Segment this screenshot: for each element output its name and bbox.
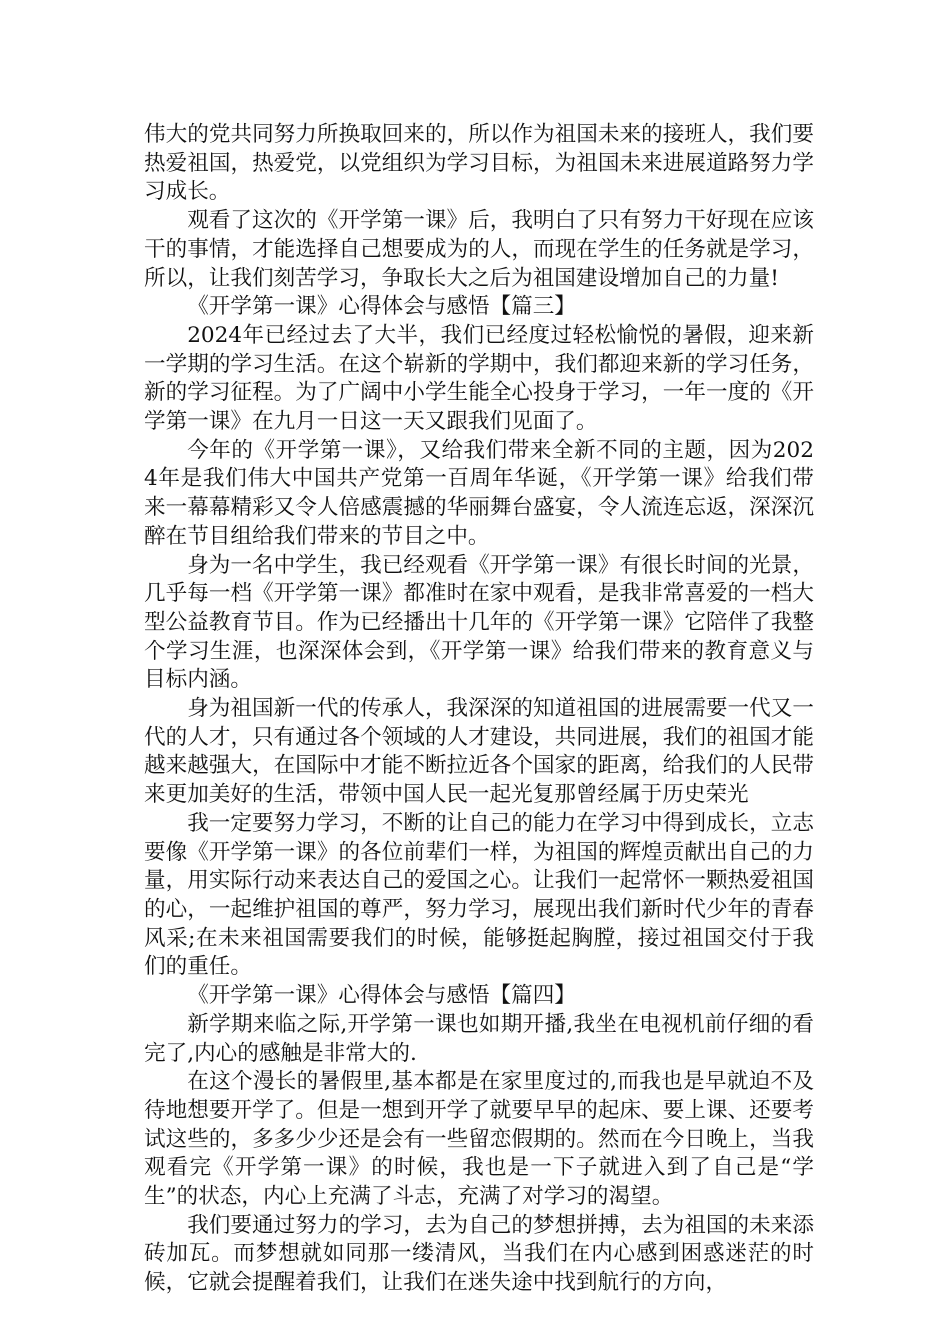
paragraph: 我们要通过努力的学习，去为自己的梦想拼搏，去为祖国的未来添砖加瓦。而梦想就如同那一缕清风，当我们在内心感到困惑迷茫的时候，它就会提醒着我们，让我们在迷失途中找到航行的方向， [144,1212,814,1296]
section-heading-part-three: 《开学第一课》心得体会与感悟【篇三】 [187,294,576,320]
paragraph: 观看了这次的《开学第一课》后，我明白了只有努力干好现在应该干的事情，才能选择自己想要成为的人，而现在学生的任务就是学习，所以，让我们刻苦学习，争取长大之后为祖国建设增加自己的力量! [144,208,814,291]
paragraph: 2024年已经过去了大半，我们已经度过轻松愉悦的暑假，迎来新一学期的学习生活。在这个崭新的学期中，我们都迎来新的学习任务，新的学习征程。为了广阔中小学生能全心投身于学习，一年一度的《开学第一课》在九月一日这一天又跟我们见面了。 [144,322,814,435]
paragraph: 身为一名中学生，我已经观看《开学第一课》有很长时间的光景，几乎每一档《开学第一课》都准时在家中观看，是我非常喜爱的一档大型公益教育节目。作为已经播出十几年的《开学第一课》它陪伴了我整个学习生涯，也深深体会到，《开学第一课》给我们带来的教育意义与目标内涵。 [144,552,814,693]
section-heading-part-four: 《开学第一课》心得体会与感悟【篇四】 [187,983,576,1009]
paragraph-continued: 伟大的党共同努力所换取回来的，所以作为祖国未来的接班人，我们要热爱祖国，热爱党，以党组织为学习目标，为祖国未来进展道路努力学习成长。 [144,122,814,205]
paragraph: 今年的《开学第一课》，又给我们带来全新不同的主题，因为2024年是我们伟大中国共产党第一百周年华诞，《开学第一课》给我们带来一幕幕精彩又令人倍感震撼的华丽舞台盛宴，令人流连忘返，深深沉醉在节目组给我们带来的节目之中。 [144,437,814,549]
paragraph: 身为祖国新一代的传承人，我深深的知道祖国的进展需要一代又一代的人才，只有通过各个领域的人才建设，共同进展，我们的祖国才能越来越强大，在国际中才能不断拉近各个国家的距离，给我们的人民带来更加美好的生活，带领中国人民一起光复那曾经属于历史荣光 [144,696,814,808]
paragraph: 我一定要努力学习，不断的让自己的能力在学习中得到成长，立志要像《开学第一课》的各位前辈们一样，为祖国的辉煌贡献出自己的力量，用实际行动来表达自己的爱国之心。让我们一起常怀一颗热爱祖国的心，一起维护祖国的尊严，努力学习，展现出我们新时代少年的青春风采;在未来祖国需要我们的时候，能够挺起胸膛，接过祖国交付于我们的重任。 [144,810,814,980]
paragraph: 在这个漫长的暑假里,基本都是在家里度过的,而我也是早就迫不及待地想要开学了。但是一想到开学了就要早早的起床、要上课、还要考试这些的，多多少少还是会有一些留恋假期的。然而在今日晚上，当我观看完《开学第一课》的时候，我也是一下子就进入到了自己是“学生”的状态，内心上充满了斗志，充满了对学习的渴望。 [144,1069,814,1210]
document-page [144,121,814,1298]
paragraph: 新学期来临之际,开学第一课也如期开播,我坐在电视机前仔细的看完了,内心的感触是非常大的. [144,1011,814,1066]
